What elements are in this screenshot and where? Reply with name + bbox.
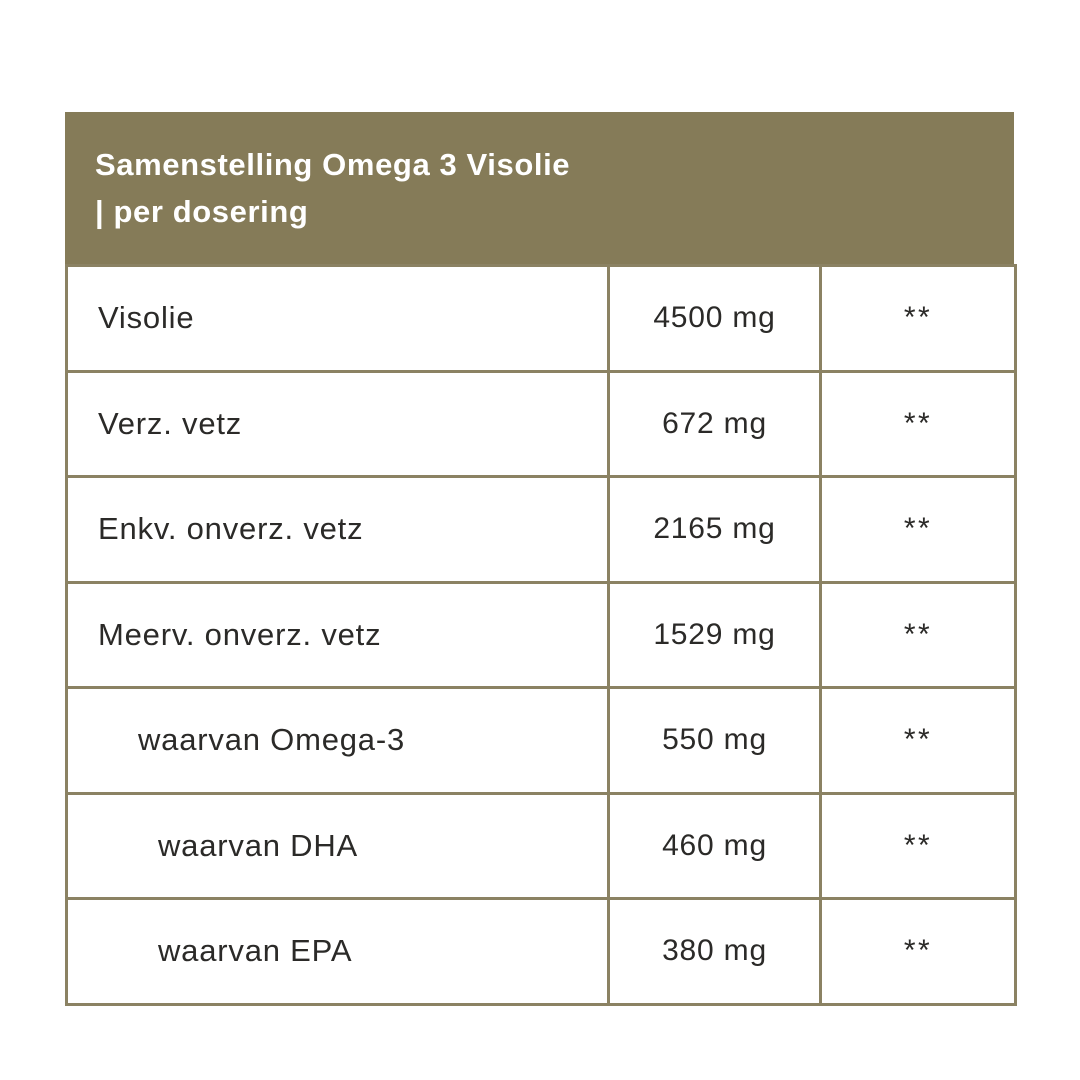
row-amount: 2165 mg: [609, 477, 821, 583]
row-label: Enkv. onverz. vetz: [67, 477, 609, 583]
row-amount: 672 mg: [609, 371, 821, 477]
composition-panel: [65, 112, 1014, 1006]
row-amount: 460 mg: [609, 793, 821, 899]
row-note: **: [821, 688, 1016, 794]
table-row-verz-vetz: [67, 371, 1016, 477]
table-row-visolie: [67, 266, 1016, 372]
table-title-line2: | per dosering: [95, 194, 309, 229]
row-amount: 380 mg: [609, 899, 821, 1005]
table-row-enkv-onverz-vetz: [67, 477, 1016, 583]
row-note: **: [821, 793, 1016, 899]
row-note: **: [821, 266, 1016, 372]
row-amount: 4500 mg: [609, 266, 821, 372]
table-row-waarvan-epa: [67, 899, 1016, 1005]
table-header: [65, 112, 1014, 264]
row-note: **: [821, 371, 1016, 477]
table-row-waarvan-dha: [67, 793, 1016, 899]
table-title-line1: Samenstelling Omega 3 Visolie: [95, 147, 571, 182]
row-label: Visolie: [67, 266, 609, 372]
row-label: waarvan EPA: [67, 899, 609, 1005]
row-note: **: [821, 477, 1016, 583]
row-label: waarvan Omega-3: [67, 688, 609, 794]
row-note: **: [821, 582, 1016, 688]
row-note: **: [821, 899, 1016, 1005]
row-label: waarvan DHA: [67, 793, 609, 899]
row-amount: 1529 mg: [609, 582, 821, 688]
row-label: Verz. vetz: [67, 371, 609, 477]
table-row-meerv-onverz-vetz: [67, 582, 1016, 688]
row-label: Meerv. onverz. vetz: [67, 582, 609, 688]
table-row-waarvan-omega-3: [67, 688, 1016, 794]
composition-table: [65, 264, 1017, 1006]
row-amount: 550 mg: [609, 688, 821, 794]
